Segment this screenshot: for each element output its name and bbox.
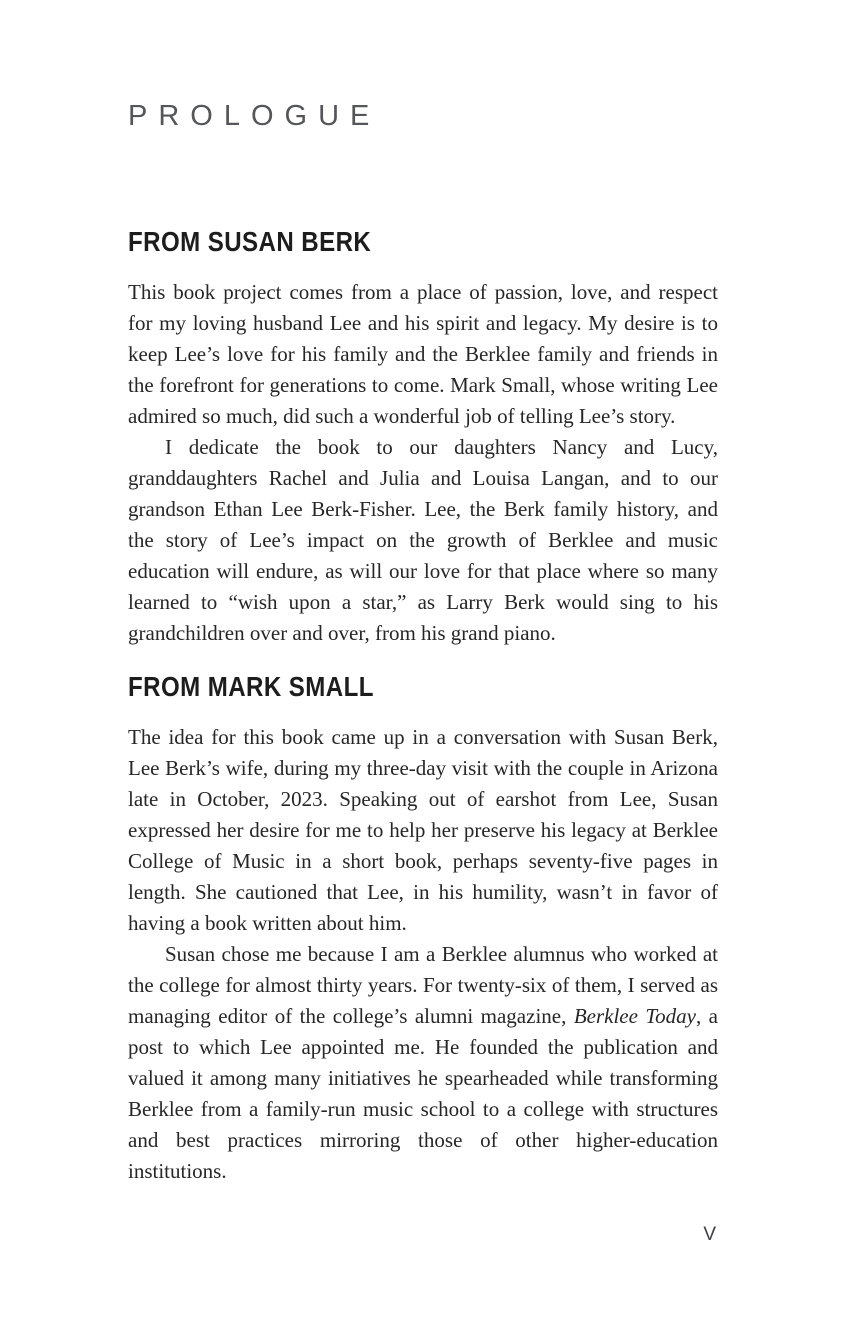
paragraph xyxy=(128,939,718,1187)
text-column xyxy=(128,0,718,1187)
body-text: Susan chose me because I am a Berklee alumnus who worked at the college for almost thirty years. For twenty-six of them, I served as managing editor of the college’s alumni magazine, xyxy=(128,942,718,1028)
body-text: This book project comes from a place of passion, love, and respect for my loving husband Lee and his spirit and legacy. My desire is to keep Lee’s love for his family and the Berklee family and friends in the forefront for generations to come. Mark Small, whose writing Lee admired so much, did such a wonderful job of telling Lee’s story. xyxy=(128,280,718,428)
section-from-susan-berk xyxy=(128,226,718,649)
section-heading-text: FROM SUSAN BERK xyxy=(128,226,372,257)
section-body xyxy=(128,277,718,649)
section-body xyxy=(128,722,718,1187)
paragraph xyxy=(128,722,718,939)
section-heading xyxy=(128,226,718,258)
paragraph xyxy=(128,432,718,649)
body-text: The idea for this book came up in a conversation with Susan Berk, Lee Berk’s wife, during my three-day visit with the couple in Arizona late in October, 2023. Speaking out of earshot from Lee, Susan expressed her desire for me to help her preserve his legacy at Berklee College of Music in a short book, perhaps seventy-five pages in length. She cautioned that Lee, in his humility, wasn’t in favor of having a book written about him. xyxy=(128,725,718,935)
body-text: , a post to which Lee appointed me. He founded the publication and valued it among many initiatives he spearheaded while transforming Berklee from a family-run music school to a college with structures and best practices mirroring those of other higher-education institutions. xyxy=(128,1004,718,1183)
section-heading xyxy=(128,671,718,703)
body-text: I dedicate the book to our daughters Nancy and Lucy, granddaughters Rachel and Julia and Louisa Langan, and to our grandson Ethan Lee Berk-Fisher. Lee, the Berk family history, and the story of Lee’s impact on the growth of Berklee and music education will endure, as will our love for that place where so many learned to “wish upon a star,” as Larry Berk would sing to his grandchildren over and over, from his grand piano. xyxy=(128,435,718,645)
section-from-mark-small xyxy=(128,671,718,1187)
section-heading-text: FROM MARK SMALL xyxy=(128,671,374,702)
chapter-title: PROLOGUE xyxy=(128,100,381,132)
italic-text: Berklee Today xyxy=(573,1004,696,1028)
paragraph xyxy=(128,277,718,432)
page-number: V xyxy=(703,1224,717,1245)
